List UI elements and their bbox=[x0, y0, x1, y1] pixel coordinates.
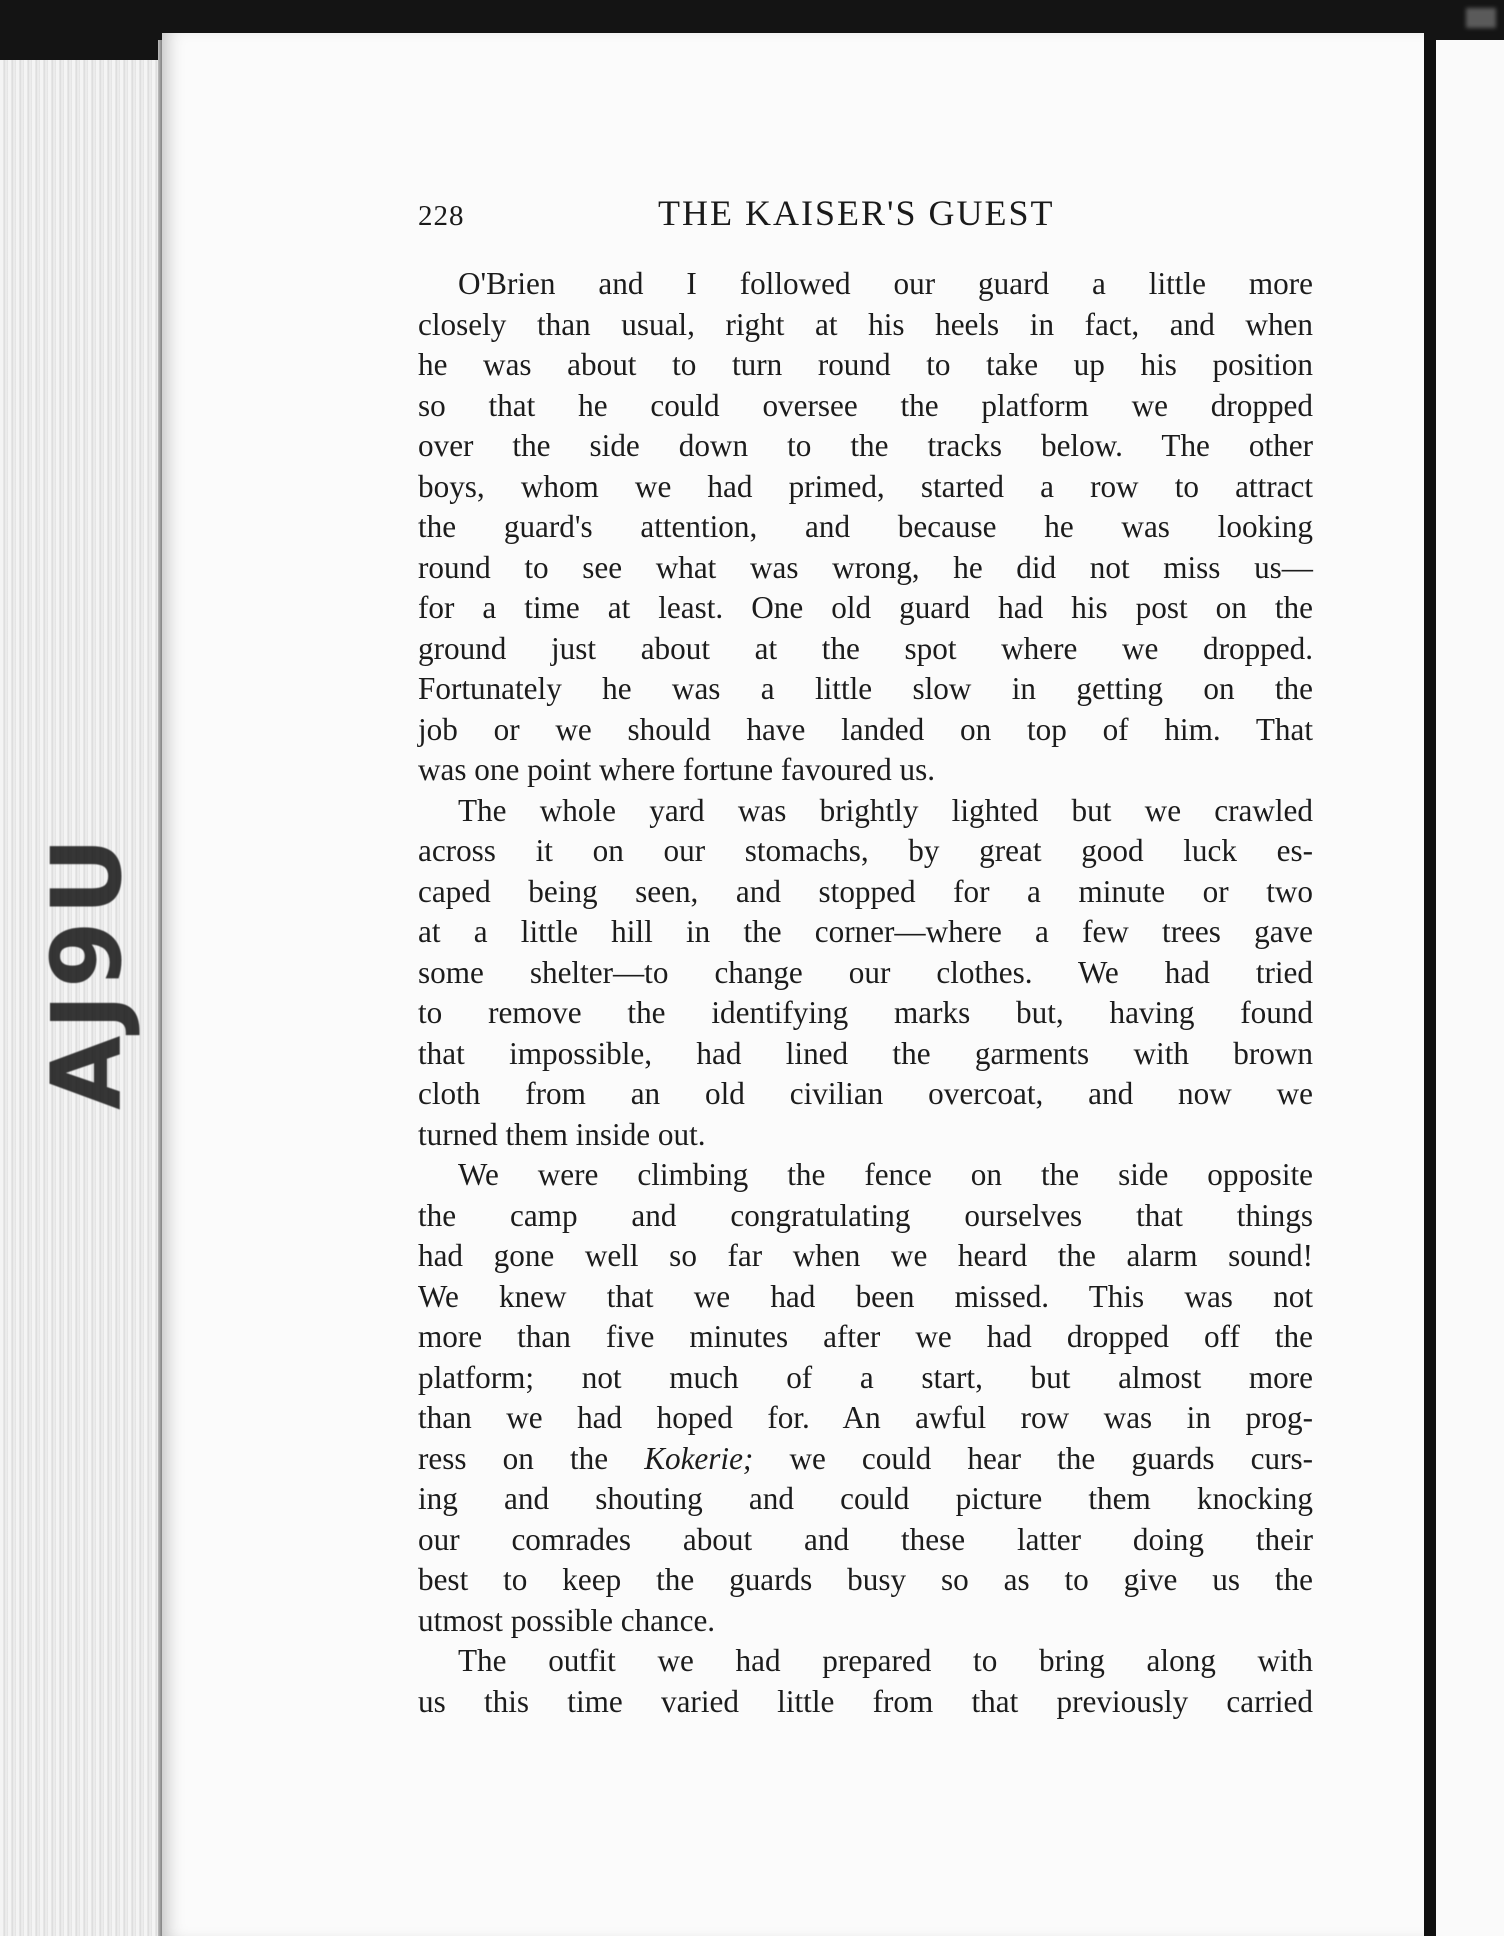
text-line: the camp and congratulating ourselves that things bbox=[418, 1197, 1313, 1233]
text-line: that impossible, had lined the garments with brown bbox=[418, 1035, 1313, 1071]
text-line: our comrades about and these latter doing their bbox=[418, 1521, 1313, 1557]
facing-page-edge bbox=[1436, 40, 1504, 1936]
text-line: platform; not much of a start, but almost more bbox=[418, 1359, 1313, 1395]
text-line-with-italic bbox=[418, 1439, 1313, 1480]
text-line: some shelter—to change our clothes. We had tried bbox=[418, 954, 1313, 990]
text-line: than we had hoped for. An awful row was in prog- bbox=[418, 1400, 1313, 1435]
text-segment: we could hear the guards curs- bbox=[753, 1440, 1313, 1476]
text-line: he was about to turn round to take up his position bbox=[418, 347, 1313, 382]
text-line: boys, whom we had primed, started a row to attract bbox=[418, 468, 1313, 504]
text-line: for a time at least. One old guard had his post on the bbox=[418, 590, 1313, 625]
text-line: ground just about at the spot where we dropped. bbox=[418, 630, 1313, 666]
right-gutter bbox=[1424, 40, 1436, 1936]
text-line: ing and shouting and could picture them knocking bbox=[418, 1481, 1313, 1516]
page-header bbox=[418, 192, 1313, 242]
text-line: O'Brien and I followed our guard a little more bbox=[458, 266, 1313, 301]
text-line: had gone well so far when we heard the alarm sound! bbox=[418, 1238, 1313, 1273]
text-line: utmost possible chance. bbox=[418, 1602, 716, 1638]
text-line: over the side down to the tracks below. The other bbox=[418, 428, 1313, 463]
text-line: at a little hill in the corner—where a few trees gave bbox=[418, 914, 1313, 949]
text-line: best to keep the guards busy so as to give us the bbox=[418, 1562, 1313, 1597]
text-line: so that he could oversee the platform we dropped bbox=[418, 387, 1313, 423]
text-line: the guard's attention, and because he was looking bbox=[418, 509, 1313, 544]
text-line: turned them inside out. bbox=[418, 1116, 706, 1152]
text-line: cloth from an old civilian overcoat, and now we bbox=[418, 1076, 1313, 1111]
text-line: was one point where fortune favoured us. bbox=[418, 752, 936, 787]
text-line: closely than usual, right at his heels in fact, and when bbox=[418, 306, 1313, 342]
text-line: Fortunately he was a little slow in getting on the bbox=[418, 671, 1313, 706]
body-text bbox=[418, 264, 1313, 1722]
text-line: job or we should have landed on top of him. That bbox=[418, 711, 1313, 747]
text-segment: ress on the bbox=[418, 1440, 645, 1476]
text-line: to remove the identifying marks but, having found bbox=[418, 995, 1313, 1030]
text-line: round to see what was wrong, he did not miss us— bbox=[418, 549, 1313, 585]
scan-artifact bbox=[1466, 8, 1496, 28]
text-line: The outfit we had prepared to bring along with bbox=[458, 1643, 1313, 1678]
text-line: The whole yard was brightly lighted but we crawled bbox=[458, 792, 1313, 828]
text-line: across it on our stomachs, by great good luck es- bbox=[418, 833, 1313, 868]
page-number: 228 bbox=[418, 200, 465, 232]
running-head-title: THE KAISER'S GUEST bbox=[658, 193, 1055, 233]
italic-ship-name: Kokerie; bbox=[644, 1440, 754, 1476]
spine-stamp-mark: AJ9U bbox=[31, 831, 143, 1110]
text-line: us this time varied little from that previously carried bbox=[418, 1683, 1313, 1719]
text-line: caped being seen, and stopped for a minute or two bbox=[418, 873, 1313, 909]
text-line: more than five minutes after we had dropped off the bbox=[418, 1319, 1313, 1354]
text-line: We knew that we had been missed. This was not bbox=[418, 1278, 1313, 1314]
text-line: We were climbing the fence on the side opposite bbox=[458, 1157, 1313, 1192]
